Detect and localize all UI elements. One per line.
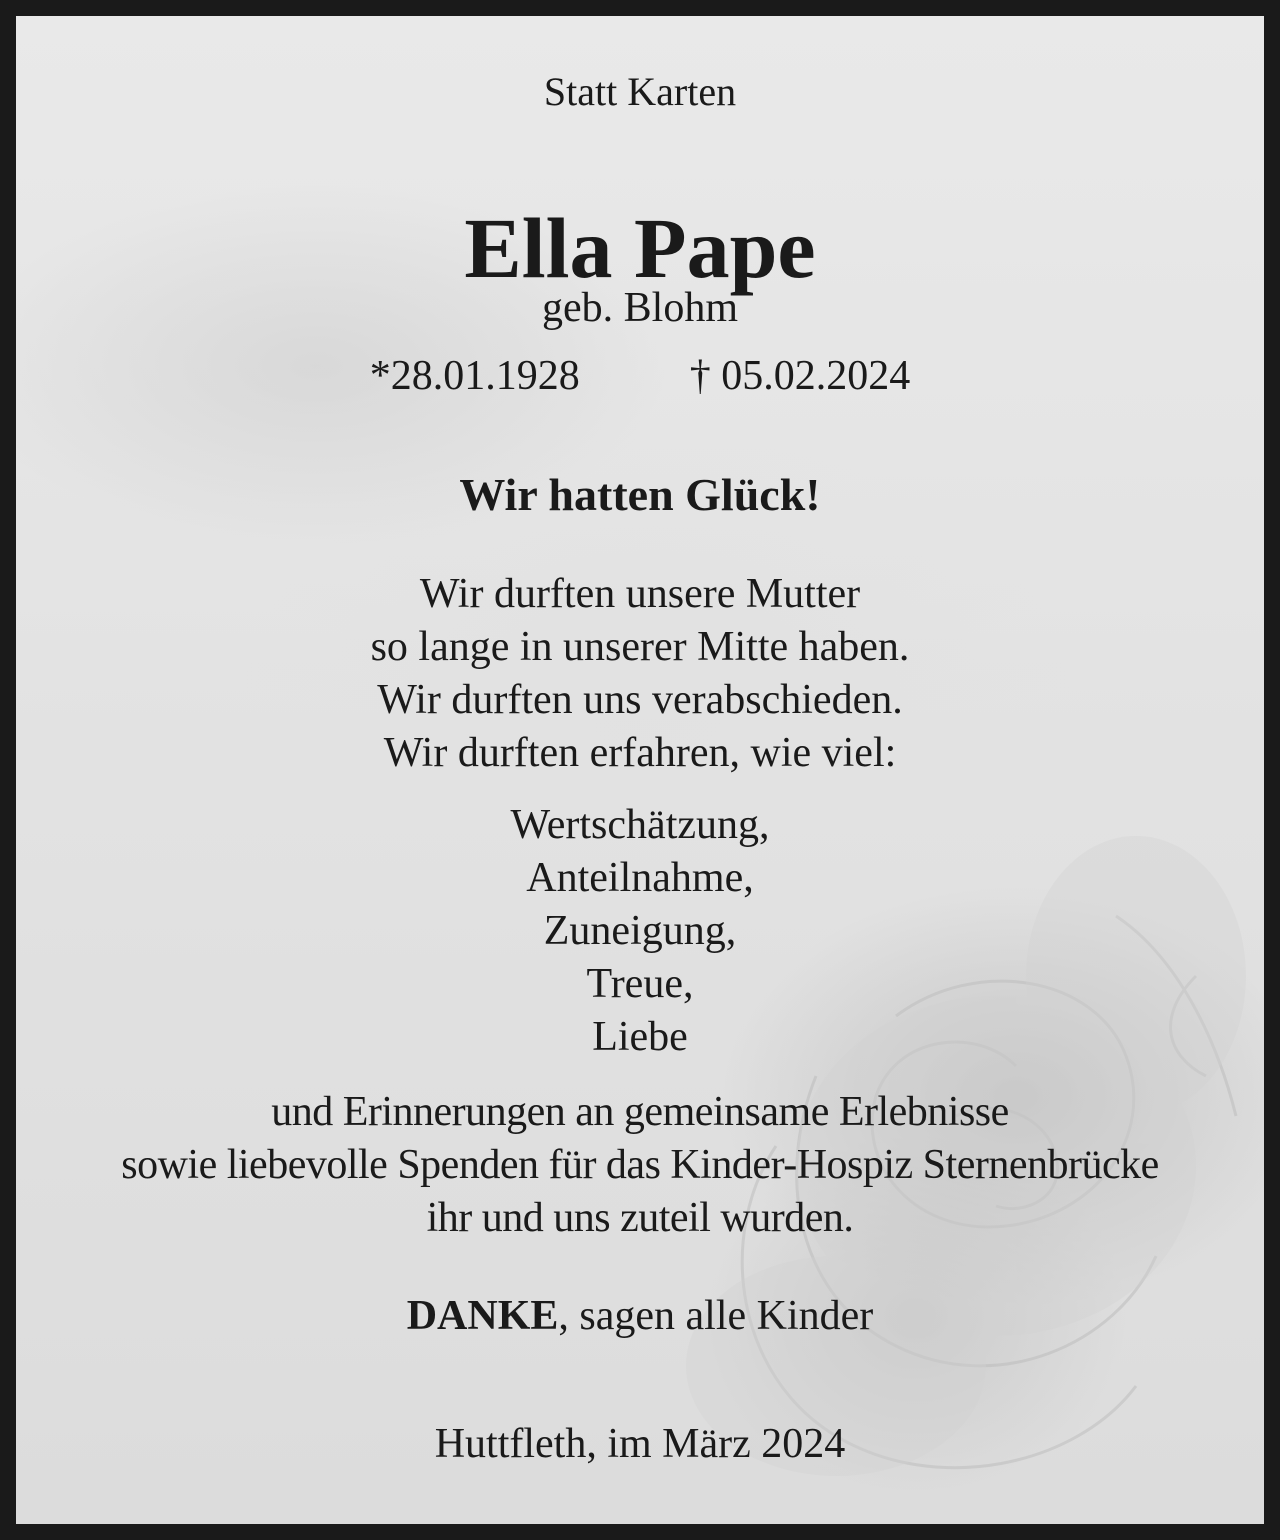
value-item: Liebe xyxy=(592,1014,688,1060)
thanks-bold: DANKE xyxy=(406,1293,559,1339)
birth-date: *28.01.1928 xyxy=(369,353,580,399)
poem-line: Wir durften erfahren, wie viel: xyxy=(383,730,897,776)
value-item: Anteilnahme, xyxy=(526,855,754,901)
poem-line: Wir durften unsere Mutter xyxy=(419,571,861,617)
headline: Wir hatten Glück! xyxy=(459,469,821,520)
value-item: Zuneigung, xyxy=(543,908,737,954)
closing-line: sowie liebevolle Spenden für das Kinder-Hospiz Sternenbrücke xyxy=(121,1142,1159,1188)
place-date: Huttfleth, im März 2024 xyxy=(434,1421,846,1467)
closing-text xyxy=(16,1086,1264,1245)
maiden-name: geb. Blohm xyxy=(542,285,738,331)
header-text: Statt Karten xyxy=(543,69,737,114)
closing-line: und Erinnerungen an gemeinsame Erlebnisse xyxy=(271,1089,1009,1135)
values-list xyxy=(16,799,1264,1064)
life-dates xyxy=(16,352,1264,400)
value-item: Treue, xyxy=(586,961,694,1007)
poem-line: so lange in unserer Mitte haben. xyxy=(370,624,910,670)
value-item: Wertschätzung, xyxy=(510,802,770,848)
closing-line: ihr und uns zuteil wurden. xyxy=(426,1195,854,1241)
deceased-name: Ella Pape xyxy=(464,200,816,296)
thanks-line xyxy=(16,1292,1264,1340)
poem xyxy=(16,568,1264,780)
death-date: † 05.02.2024 xyxy=(689,353,911,399)
thanks-rest: , sagen alle Kinder xyxy=(558,1293,874,1339)
poem-line: Wir durften uns verabschieden. xyxy=(377,677,903,723)
